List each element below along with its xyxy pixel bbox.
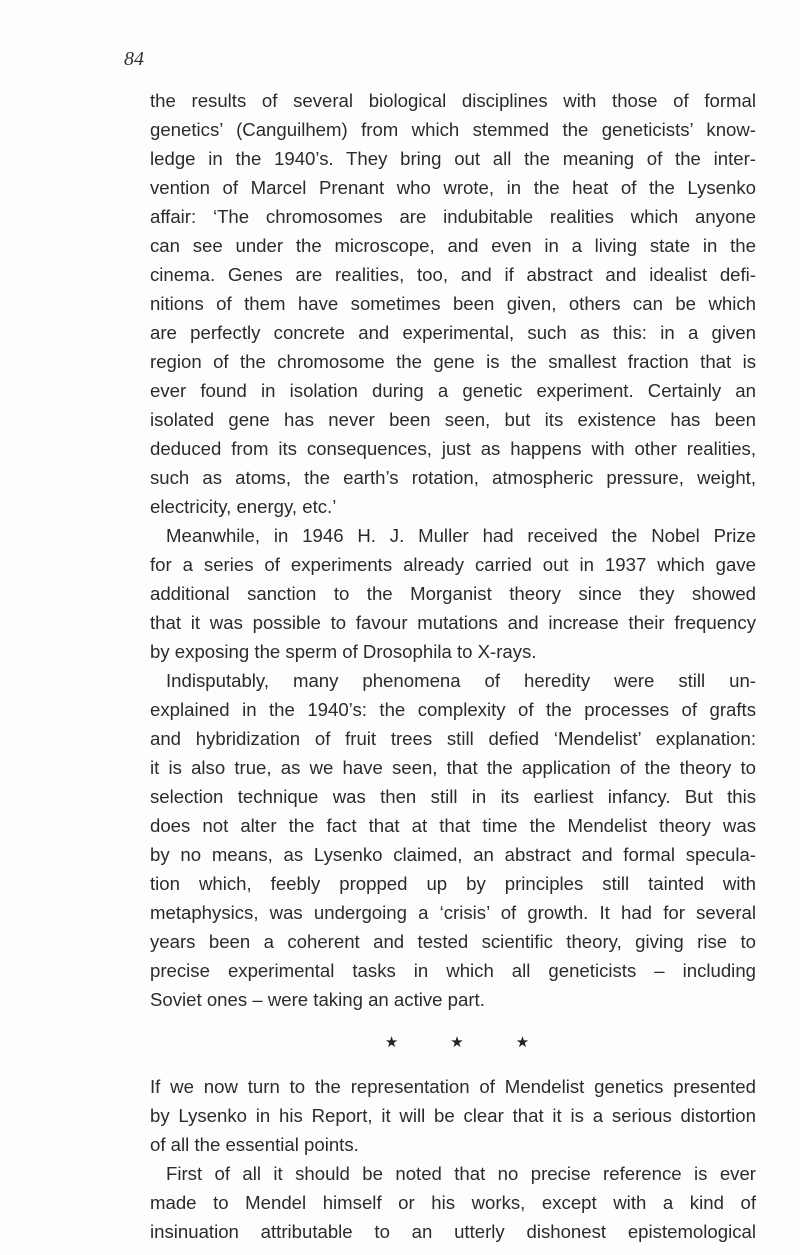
- text-line: affair: ‘The chromosomes are indubitable realities which anyone: [150, 206, 756, 227]
- text-line: tion which, feebly propped up by principles still tainted with: [150, 873, 756, 894]
- star-icon: ★: [515, 1034, 530, 1051]
- paragraph: [150, 1072, 756, 1159]
- paragraphs-after-separator: [150, 1072, 756, 1246]
- body-text: [150, 86, 756, 1246]
- text-line: Soviet ones – were taking an active part.: [150, 989, 485, 1010]
- text-line: nitions of them have sometimes been given, others can be which: [150, 293, 756, 314]
- text-line: precise experimental tasks in which all geneticists – including: [150, 960, 756, 981]
- text-line: by Lysenko in his Report, it will be clear that it is a serious distortion: [150, 1105, 756, 1126]
- text-line: selection technique was then still in its earliest infancy. But this: [150, 786, 756, 807]
- paragraph: [150, 86, 756, 521]
- text-line: region of the chromosome the gene is the smallest fraction that is: [150, 351, 756, 372]
- page-number: 84: [124, 48, 144, 70]
- text-line: First of all it should be noted that no precise reference is ever: [166, 1163, 756, 1184]
- text-line: it is also true, as we have seen, that the application of the theory to: [150, 757, 756, 778]
- text-line: insinuation attributable to an utterly dishonest epistemological: [150, 1221, 756, 1242]
- text-line: for a series of experiments already carried out in 1937 which gave: [150, 554, 756, 575]
- text-line: does not alter the fact that at that time the Mendelist theory was: [150, 815, 756, 836]
- text-line: that it was possible to favour mutations and increase their frequency: [150, 612, 756, 633]
- paragraphs-before-separator: [150, 86, 756, 1014]
- text-line: isolated gene has never been seen, but its existence has been: [150, 409, 756, 430]
- text-line: of all the essential points.: [150, 1134, 359, 1155]
- star-icon: ★: [450, 1034, 464, 1051]
- text-line: Meanwhile, in 1946 H. J. Muller had received the Nobel Prize: [166, 525, 756, 546]
- paragraph: [150, 666, 756, 1014]
- text-line: additional sanction to the Morganist theory since they showed: [150, 583, 756, 604]
- text-line: If we now turn to the representation of Mendelist genetics presented: [150, 1076, 756, 1097]
- text-line: deduced from its consequences, just as happens with other realities,: [150, 438, 756, 459]
- text-line: are perfectly concrete and experimental, such as this: in a given: [150, 322, 756, 343]
- text-line: explained in the 1940’s: the complexity of the processes of grafts: [150, 699, 756, 720]
- text-line: years been a coherent and tested scientific theory, giving rise to: [150, 931, 756, 952]
- section-separator: [150, 1014, 756, 1072]
- text-line: by no means, as Lysenko claimed, an abstract and formal specula-: [150, 844, 756, 865]
- text-line: Indisputably, many phenomena of heredity were still un-: [166, 670, 756, 691]
- text-line: such as atoms, the earth’s rotation, atmospheric pressure, weight,: [150, 467, 756, 488]
- text-line: metaphysics, was undergoing a ‘crisis’ of growth. It had for several: [150, 902, 756, 923]
- paragraph: [150, 521, 756, 666]
- text-line: genetics’ (Canguilhem) from which stemmed the geneticists’ know-: [150, 119, 756, 140]
- text-line: electricity, energy, etc.’: [150, 496, 337, 517]
- text-line: can see under the microscope, and even in a living state in the: [150, 235, 756, 256]
- text-line: vention of Marcel Prenant who wrote, in the heat of the Lysenko: [150, 177, 756, 198]
- text-line: cinema. Genes are realities, too, and if abstract and idealist defi-: [150, 264, 756, 285]
- text-line: the results of several biological disciplines with those of formal: [150, 90, 756, 111]
- text-line: by exposing the sperm of Drosophila to X-rays.: [150, 641, 537, 662]
- text-line: ever found in isolation during a genetic experiment. Certainly an: [150, 380, 756, 401]
- text-line: and hybridization of fruit trees still defied ‘Mendelist’ explanation:: [150, 728, 756, 749]
- paragraph: [150, 1159, 756, 1246]
- star-icon: ★: [384, 1034, 399, 1051]
- text-line: ledge in the 1940’s. They bring out all the meaning of the inter-: [150, 148, 756, 169]
- text-line: made to Mendel himself or his works, except with a kind of: [150, 1192, 756, 1213]
